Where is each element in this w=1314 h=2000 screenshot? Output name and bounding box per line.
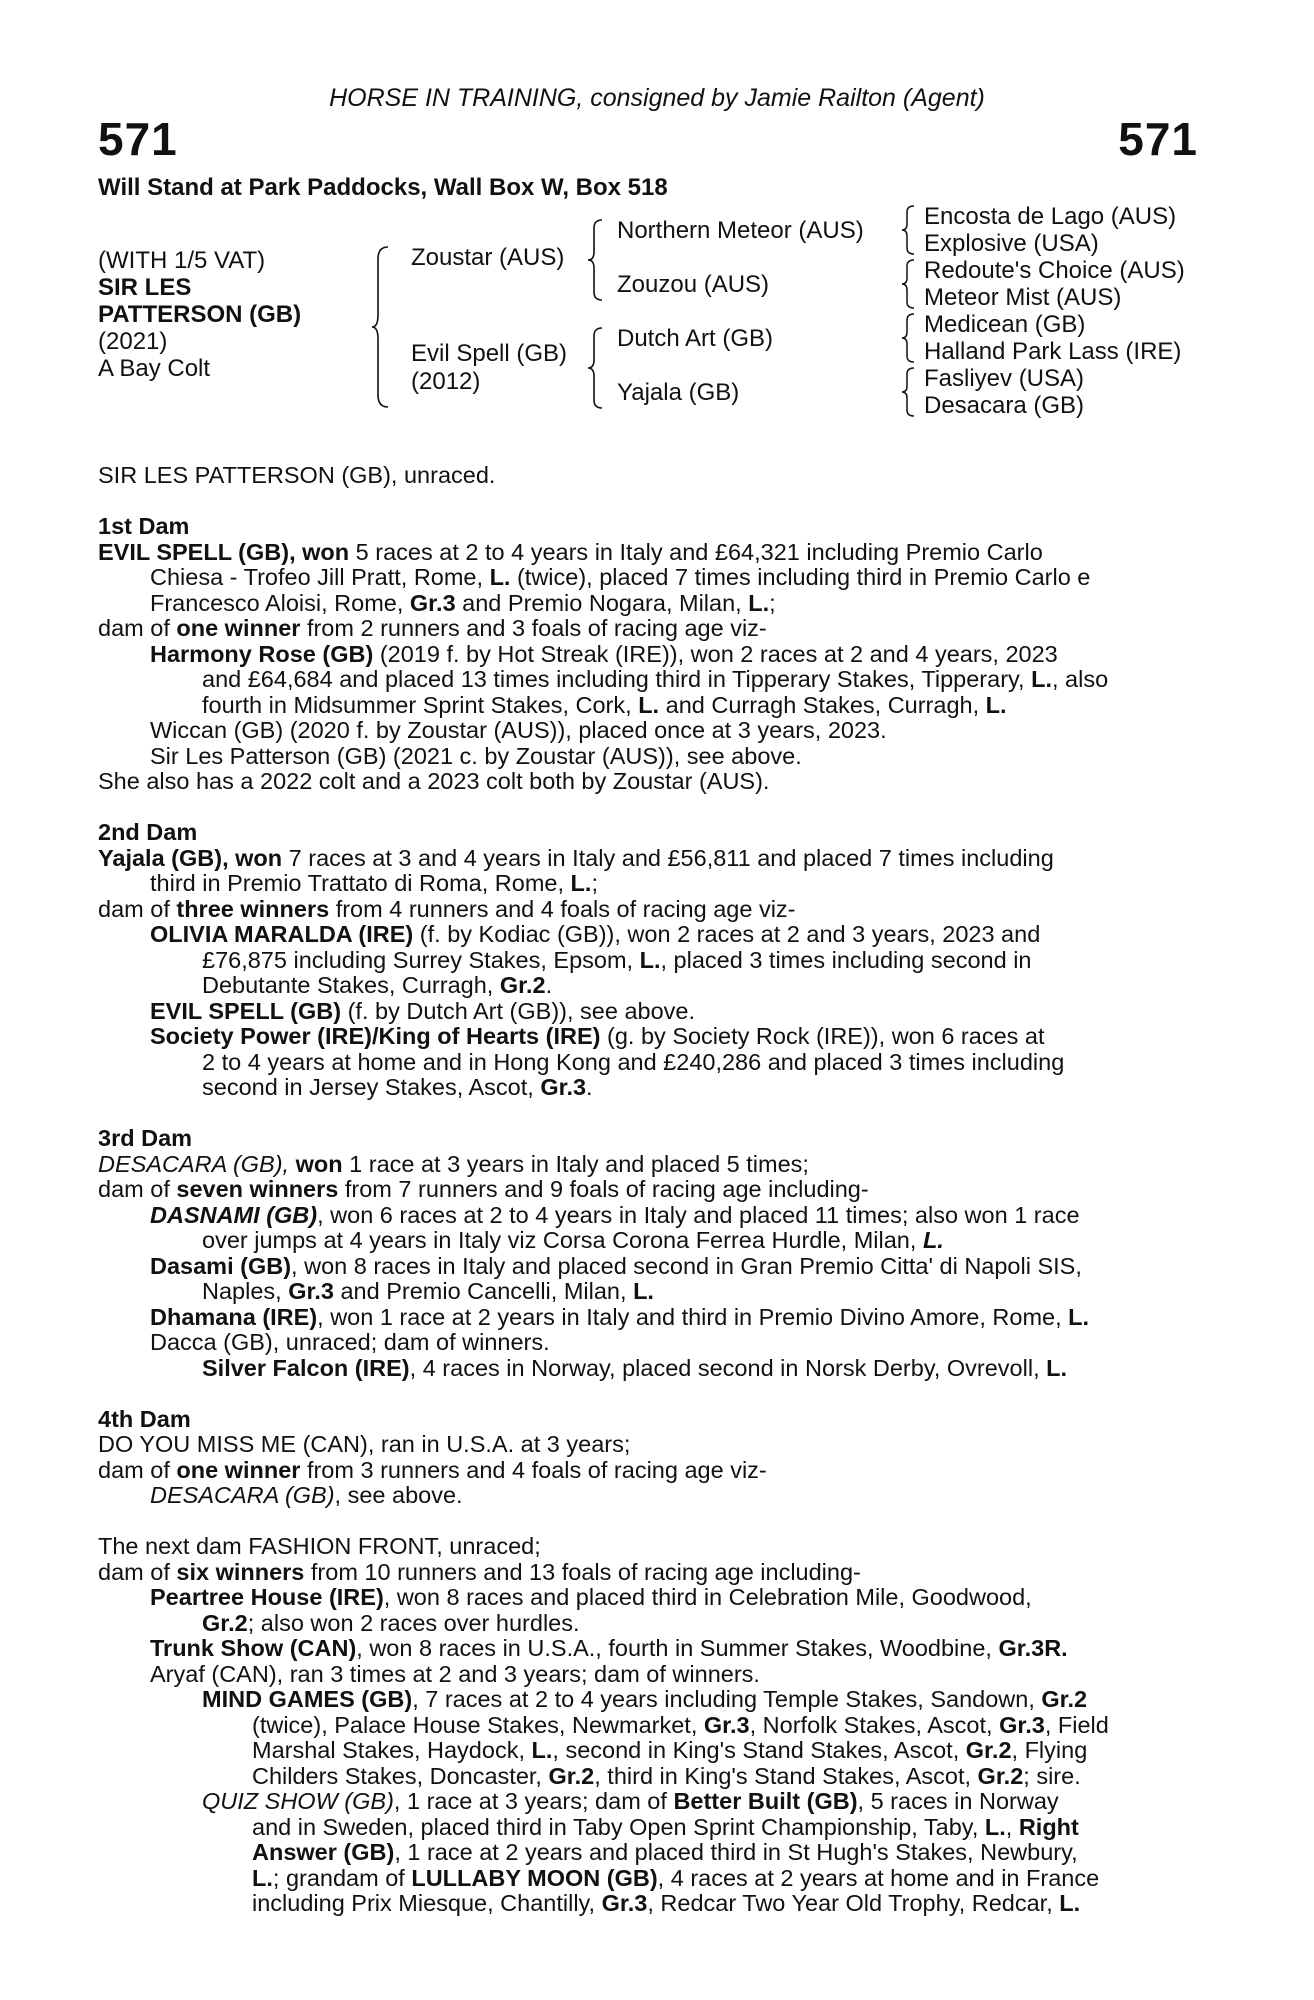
catalogue-body bbox=[98, 463, 1206, 1917]
section-heading: 3rd Dam bbox=[98, 1125, 193, 1151]
pedigree-brace-main bbox=[370, 245, 394, 409]
stand-location: Will Stand at Park Paddocks, Wall Box W, Box 518 bbox=[98, 174, 668, 201]
pedigree-brace-g3 bbox=[900, 312, 918, 364]
produce-line: second in Jersey Stakes, Ascot, Gr.3. bbox=[202, 1074, 593, 1100]
vat-note: (WITH 1/5 VAT) bbox=[98, 247, 266, 274]
pedigree-brace-g1 bbox=[900, 204, 918, 256]
produce-line: Aryaf (CAN), ran 3 times at 2 and 3 years; dam of winners. bbox=[150, 1660, 760, 1687]
produce-line: She also has a 2022 colt and a 2023 colt both by Zoustar (AUS). bbox=[98, 768, 770, 794]
pedigree-g3: Redoute's Choice (AUS) bbox=[924, 257, 1185, 284]
pedigree-brace-dam bbox=[586, 326, 606, 410]
dam-line: dam of three winners from 4 runners and 4 foals of racing age viz- bbox=[98, 895, 796, 922]
pedigree-g1: Encosta de Lago (AUS) bbox=[924, 203, 1177, 230]
produce-line: Dhamana (IRE), won 1 race at 2 years in Italy and third in Premio Divino Amore, Rome, L. bbox=[150, 1303, 1090, 1330]
pedigree-brace-g2 bbox=[900, 258, 918, 310]
dam-sire: Dutch Art (GB) bbox=[617, 325, 774, 352]
produce-line: including Prix Miesque, Chantilly, Gr.3, Redcar Two Year Old Trophy, Redcar, L. bbox=[252, 1890, 1081, 1916]
pedigree-brace-g4 bbox=[900, 366, 918, 418]
dam-line: DO YOU MISS ME (CAN), ran in U.S.A. at 3 years; bbox=[98, 1431, 631, 1457]
produce-line: QUIZ SHOW (GB), 1 race at 3 years; dam of Better Built (GB), 5 races in Norway bbox=[202, 1788, 1059, 1814]
unraced-note: SIR LES PATTERSON (GB), unraced. bbox=[98, 462, 496, 488]
dam-line: dam of one winner from 3 runners and 4 foals of racing age viz- bbox=[98, 1456, 767, 1483]
dam-line: DESACARA (GB), won 1 race at 3 years in Italy and placed 5 times; bbox=[98, 1150, 809, 1177]
produce-line: Society Power (IRE)/King of Hearts (IRE) (g. by Society Rock (IRE)), won 6 races at bbox=[150, 1023, 1045, 1049]
dam-line: Francesco Aloisi, Rome, Gr.3 and Premio Nogara, Milan, L.; bbox=[150, 589, 776, 616]
produce-line: £76,875 including Surrey Stakes, Epsom, L., placed 3 times including second in bbox=[202, 946, 1032, 973]
section-heading: 2nd Dam bbox=[98, 819, 198, 845]
produce-line: Naples, Gr.3 and Premio Cancelli, Milan, L. bbox=[202, 1278, 654, 1304]
consignor-line: HORSE IN TRAINING, consigned by Jamie Railton (Agent) bbox=[329, 84, 985, 112]
sire-sire: Northern Meteor (AUS) bbox=[617, 217, 864, 244]
produce-line: Marshal Stakes, Haydock, L., second in King's Stand Stakes, Ascot, Gr.2, Flying bbox=[252, 1737, 1088, 1763]
sire-dam: Zouzou (AUS) bbox=[617, 271, 770, 298]
produce-line: Dasami (GB), won 8 races in Italy and placed second in Gran Premio Citta' di Napoli SIS, bbox=[150, 1252, 1082, 1279]
produce-line: Answer (GB), 1 race at 2 years and placed third in St Hugh's Stakes, Newbury, bbox=[252, 1839, 1078, 1865]
horse-description: A Bay Colt bbox=[98, 355, 211, 382]
dam-line: Chiesa - Trofeo Jill Pratt, Rome, L. (twice), placed 7 times including third in Premio Carlo e bbox=[150, 564, 1091, 590]
produce-line: Childers Stakes, Doncaster, Gr.2, third in King's Stand Stakes, Ascot, Gr.2; sire. bbox=[252, 1762, 1081, 1789]
horse-name-line2: PATTERSON (GB) bbox=[98, 301, 302, 328]
pedigree-g8: Desacara (GB) bbox=[924, 392, 1085, 419]
dam-line: Yajala (GB), won 7 races at 3 and 4 years in Italy and £56,811 and placed 7 times including bbox=[98, 844, 1054, 871]
dam-line: dam of one winner from 2 runners and 3 foals of racing age viz- bbox=[98, 615, 767, 641]
pedigree-g2: Explosive (USA) bbox=[924, 230, 1099, 257]
produce-line: Dacca (GB), unraced; dam of winners. bbox=[150, 1329, 550, 1355]
pedigree-g6: Halland Park Lass (IRE) bbox=[924, 338, 1182, 365]
pedigree-brace-sire bbox=[586, 218, 606, 302]
produce-line: 2 to 4 years at home and in Hong Kong and £240,286 and placed 3 times including bbox=[202, 1048, 1065, 1075]
produce-line: and £64,684 and placed 13 times including third in Tipperary Stakes, Tipperary, L., also bbox=[202, 666, 1109, 692]
lot-number-left: 571 bbox=[98, 113, 178, 165]
sire-name: Zoustar (AUS) bbox=[411, 244, 565, 271]
produce-line: and in Sweden, placed third in Taby Open Sprint Championship, Taby, L., Right bbox=[252, 1813, 1079, 1840]
next-dam-section bbox=[98, 1534, 1206, 1917]
produce-line: Silver Falcon (IRE), 4 races in Norway, placed second in Norsk Derby, Ovrevoll, L. bbox=[202, 1354, 1068, 1381]
produce-line: Debutante Stakes, Curragh, Gr.2. bbox=[202, 972, 553, 998]
first-dam-section bbox=[98, 514, 1206, 795]
pedigree-g4: Meteor Mist (AUS) bbox=[924, 284, 1122, 311]
dam-line: dam of six winners from 10 runners and 13 foals of racing age including- bbox=[98, 1558, 861, 1585]
produce-line: Harmony Rose (GB) (2019 f. by Hot Streak (IRE)), won 2 races at 2 and 4 years, 2023 bbox=[150, 640, 1058, 667]
produce-line: L.; grandam of LULLABY MOON (GB), 4 races at 2 years at home and in France bbox=[252, 1864, 1100, 1891]
produce-line: Trunk Show (CAN), won 8 races in U.S.A., fourth in Summer Stakes, Woodbine, Gr.3R. bbox=[150, 1635, 1068, 1661]
section-heading: 4th Dam bbox=[98, 1405, 191, 1432]
produce-line: Wiccan (GB) (2020 f. by Zoustar (AUS)), placed once at 3 years, 2023. bbox=[150, 717, 887, 743]
dam-year: (2012) bbox=[411, 368, 481, 395]
produce-line: fourth in Midsummer Sprint Stakes, Cork, L. and Curragh Stakes, Curragh, L. bbox=[202, 691, 1007, 718]
fourth-dam-section bbox=[98, 1407, 1206, 1509]
dam-dam: Yajala (GB) bbox=[617, 379, 740, 406]
produce-line: DESACARA (GB), see above. bbox=[150, 1482, 463, 1508]
horse-name-line1: SIR LES bbox=[98, 274, 192, 301]
produce-line: Peartree House (IRE), won 8 races and placed third in Celebration Mile, Goodwood, bbox=[150, 1584, 1032, 1610]
dam-name: Evil Spell (GB) bbox=[411, 340, 568, 367]
pedigree-g5: Medicean (GB) bbox=[924, 311, 1086, 338]
lot-number-right: 571 bbox=[1118, 113, 1198, 165]
second-dam-section bbox=[98, 820, 1206, 1101]
produce-line: OLIVIA MARALDA (IRE) (f. by Kodiac (GB)), won 2 races at 2 and 3 years, 2023 and bbox=[150, 921, 1041, 947]
dam-line: dam of seven winners from 7 runners and 9 foals of racing age including- bbox=[98, 1176, 869, 1202]
dam-line: third in Premio Trattato di Roma, Rome, L.; bbox=[150, 870, 598, 896]
horse-year: (2021) bbox=[98, 328, 168, 355]
pedigree-g7: Fasliyev (USA) bbox=[924, 365, 1085, 392]
third-dam-section bbox=[98, 1126, 1206, 1381]
dam-line: The next dam FASHION FRONT, unraced; bbox=[98, 1533, 541, 1559]
produce-line: over jumps at 4 years in Italy viz Corsa Corona Ferrea Hurdle, Milan, L. bbox=[202, 1227, 944, 1253]
produce-line: Sir Les Patterson (GB) (2021 c. by Zoustar (AUS)), see above. bbox=[150, 742, 802, 769]
produce-line: DASNAMI (GB), won 6 races at 2 to 4 years in Italy and placed 11 times; also won 1 race bbox=[150, 1201, 1080, 1228]
produce-line: EVIL SPELL (GB) (f. by Dutch Art (GB)), see above. bbox=[150, 997, 696, 1024]
section-heading: 1st Dam bbox=[98, 513, 190, 539]
produce-line: MIND GAMES (GB), 7 races at 2 to 4 years including Temple Stakes, Sandown, Gr.2 bbox=[202, 1686, 1088, 1712]
dam-line: EVIL SPELL (GB), won 5 races at 2 to 4 years in Italy and £64,321 including Premio Carlo bbox=[98, 538, 1043, 565]
produce-line: Gr.2; also won 2 races over hurdles. bbox=[202, 1609, 580, 1636]
produce-line: (twice), Palace House Stakes, Newmarket, Gr.3, Norfolk Stakes, Ascot, Gr.3, Field bbox=[252, 1711, 1109, 1738]
